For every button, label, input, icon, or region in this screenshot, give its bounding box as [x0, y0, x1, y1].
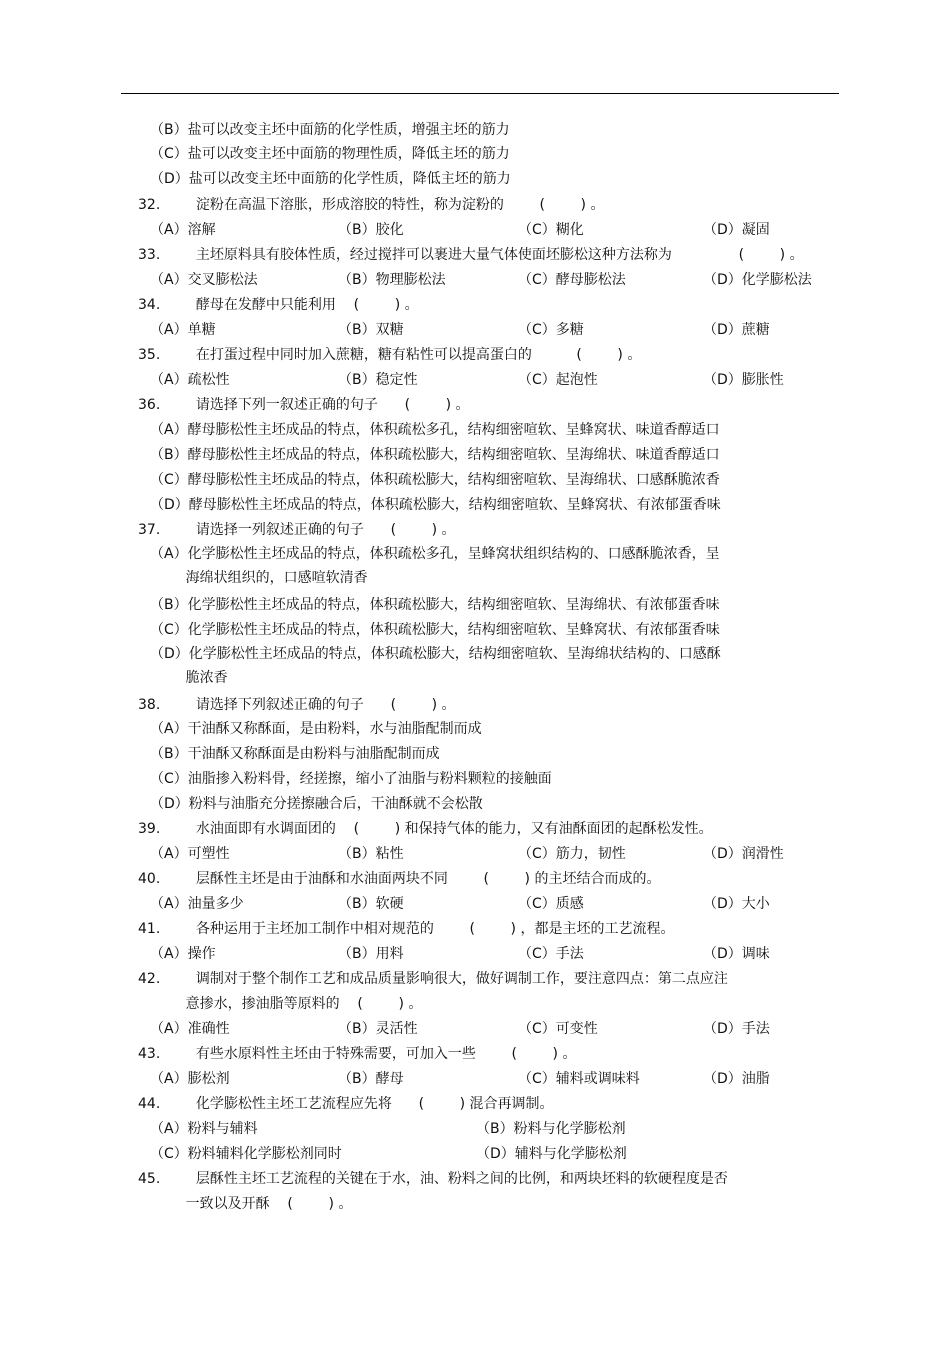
answer-option: （D）膨胀性: [703, 372, 784, 388]
question-text: 41. 各种运用于主坯加工制作中相对规范的 ( ) ，都是主坯的工艺流程。: [138, 921, 675, 937]
answer-option: （D）润滑性: [703, 846, 784, 862]
answer-option: （A）准确性: [150, 1021, 230, 1037]
header-rule: [121, 93, 839, 94]
question-text: 40. 层酥性主坯是由于油酥和水油面两块不同 ( ) 的主坯结合而成的。: [138, 871, 661, 887]
question-text: 38. 请选择下列叙述正确的句子 ( ) 。: [138, 697, 456, 713]
answer-line: （D）酵母膨松性主坯成品的特点，体积疏松膨大，结构细密喧软、呈蜂窝状、有浓郁蛋香味: [150, 497, 721, 513]
answer-option: （A）操作: [150, 946, 216, 962]
question-text: 36. 请选择下列一叙述正确的句子 ( ) 。: [138, 397, 470, 413]
answer-option: （A）疏松性: [150, 372, 230, 388]
answer-line: 海绵状组织的，口感喧软清香: [150, 570, 368, 586]
answer-line: （B）化学膨松性主坯成品的特点，体积疏松膨大，结构细密喧软、呈海绵状、有浓郁蛋香味: [150, 597, 720, 613]
answer-option: （D）调味: [703, 946, 770, 962]
answer-option: （D）凝固: [703, 222, 770, 238]
answer-option: （A）粉料与辅料: [150, 1121, 258, 1137]
answer-line: （B）酵母膨松性主坯成品的特点，体积疏松膨大，结构细密喧软、呈海绵状、味道香醇适口: [150, 447, 720, 463]
answer-option: （C）起泡性: [518, 372, 598, 388]
answer-option: （B）胶化: [338, 222, 404, 238]
answer-option: （B）粉料与化学膨松剂: [476, 1121, 626, 1137]
answer-line: （D）盐可以改变主坯中面筋的化学性质，降低主坯的筋力: [150, 171, 511, 187]
question-text: 45. 层酥性主坯工艺流程的关键在于水，油、粉料之间的比例，和两块坯料的软硬程度是否: [138, 1171, 728, 1187]
answer-option: （B）软硬: [338, 896, 404, 912]
answer-option: （A）交叉膨松法: [150, 272, 258, 288]
answer-line: （C）盐可以改变主坯中面筋的物理性质，降低主坯的筋力: [150, 146, 510, 162]
question-text: 32. 淀粉在高温下溶胀，形成溶胶的特性，称为淀粉的 ( ) 。: [138, 197, 605, 213]
answer-line: （D）粉料与油脂充分搓擦融合后，干油酥就不会松散: [150, 796, 483, 812]
answer-line: 一致以及开酥 ( ) 。: [150, 1196, 353, 1212]
answer-option: （C）手法: [518, 946, 584, 962]
answer-option: （C）糊化: [518, 222, 584, 238]
answer-option: （D）大小: [703, 896, 770, 912]
answer-option: （C）辅料或调味料: [518, 1071, 640, 1087]
answer-line: （A）化学膨松性主坯成品的特点，体积疏松多孔，呈蜂窝状组织结构的、口感酥脆浓香，呈: [150, 546, 720, 562]
answer-option: （C）多糖: [518, 322, 584, 338]
answer-option: （C）酵母膨松法: [518, 272, 626, 288]
question-text: 44. 化学膨松性主坯工艺流程应先将 ( ) 混合再调制。: [138, 1096, 554, 1112]
question-text: 34. 酵母在发酵中只能利用 ( ) 。: [138, 297, 419, 313]
answer-option: （D）手法: [703, 1021, 770, 1037]
answer-option: （B）粘性: [338, 846, 404, 862]
answer-option: （B）双糖: [338, 322, 404, 338]
answer-line: （A）酵母膨松性主坯成品的特点，体积疏松多孔，结构细密喧软、呈蜂窝状、味道香醇适口: [150, 422, 720, 438]
answer-option: （C）质感: [518, 896, 584, 912]
answer-line: （B）干油酥又称酥面是由粉料与油脂配制而成: [150, 746, 440, 762]
answer-option: （A）单糖: [150, 322, 216, 338]
answer-line: （C）化学膨松性主坯成品的特点，体积疏松膨大，结构细密喧软、呈蜂窝状、有浓郁蛋香味: [150, 622, 720, 638]
answer-option: （C）筋力，韧性: [518, 846, 626, 862]
question-text: 37. 请选择一列叙述正确的句子 ( ) 。: [138, 522, 456, 538]
answer-line: （C）酵母膨松性主坯成品的特点，体积疏松膨大，结构细密喧软、呈海绵状、口感酥脆浓香: [150, 472, 720, 488]
question-text: 33. 主坯原料具有胶体性质，经过搅拌可以裹进大量气体使面坯膨松这种方法称为 ( ) 。: [138, 247, 804, 263]
answer-line: 脆浓香: [150, 670, 228, 686]
answer-option: （D）蔗糖: [703, 322, 770, 338]
answer-option: （B）物理膨松法: [338, 272, 446, 288]
question-text: 39. 水油面即有水调面团的 ( ) 和保持气体的能力，又有油酥面团的起酥松发性。: [138, 821, 713, 837]
answer-option: （A）溶解: [150, 222, 216, 238]
answer-line: （C）油脂掺入粉料骨，经搓擦，缩小了油脂与粉料颗粒的接触面: [150, 771, 552, 787]
answer-option: （B）用料: [338, 946, 404, 962]
answer-line: 意掺水，掺油脂等原料的 ( ) 。: [150, 996, 423, 1012]
answer-option: （B）灵活性: [338, 1021, 418, 1037]
answer-option: （C）可变性: [518, 1021, 598, 1037]
question-text: 43. 有些水原料性主坯由于特殊需要，可加入一些 ( ) 。: [138, 1046, 577, 1062]
answer-line: （B）盐可以改变主坯中面筋的化学性质，增强主坯的筋力: [150, 122, 510, 138]
answer-line: （A）干油酥又称酥面，是由粉料，水与油脂配制而成: [150, 721, 482, 737]
answer-option: （B）酵母: [338, 1071, 404, 1087]
answer-option: （A）可塑性: [150, 846, 230, 862]
answer-option: （D）辅料与化学膨松剂: [476, 1146, 627, 1162]
answer-option: （B）稳定性: [338, 372, 418, 388]
answer-option: （D）化学膨松法: [703, 272, 812, 288]
answer-option: （D）油脂: [703, 1071, 770, 1087]
question-text: 42. 调制对于整个制作工艺和成品质量影响很大，做好调制工作，要注意四点：第二点应注: [138, 971, 728, 987]
answer-option: （C）粉料辅料化学膨松剂同时: [150, 1146, 342, 1162]
answer-option: （A）油量多少: [150, 896, 244, 912]
answer-option: （A）膨松剂: [150, 1071, 230, 1087]
answer-line: （D）化学膨松性主坯成品的特点，体积疏松膨大，结构细密喧软、呈海绵状结构的、口感酥: [150, 646, 721, 662]
question-text: 35. 在打蛋过程中同时加入蔗糖，糖有粘性可以提高蛋白的 ( ) 。: [138, 347, 642, 363]
